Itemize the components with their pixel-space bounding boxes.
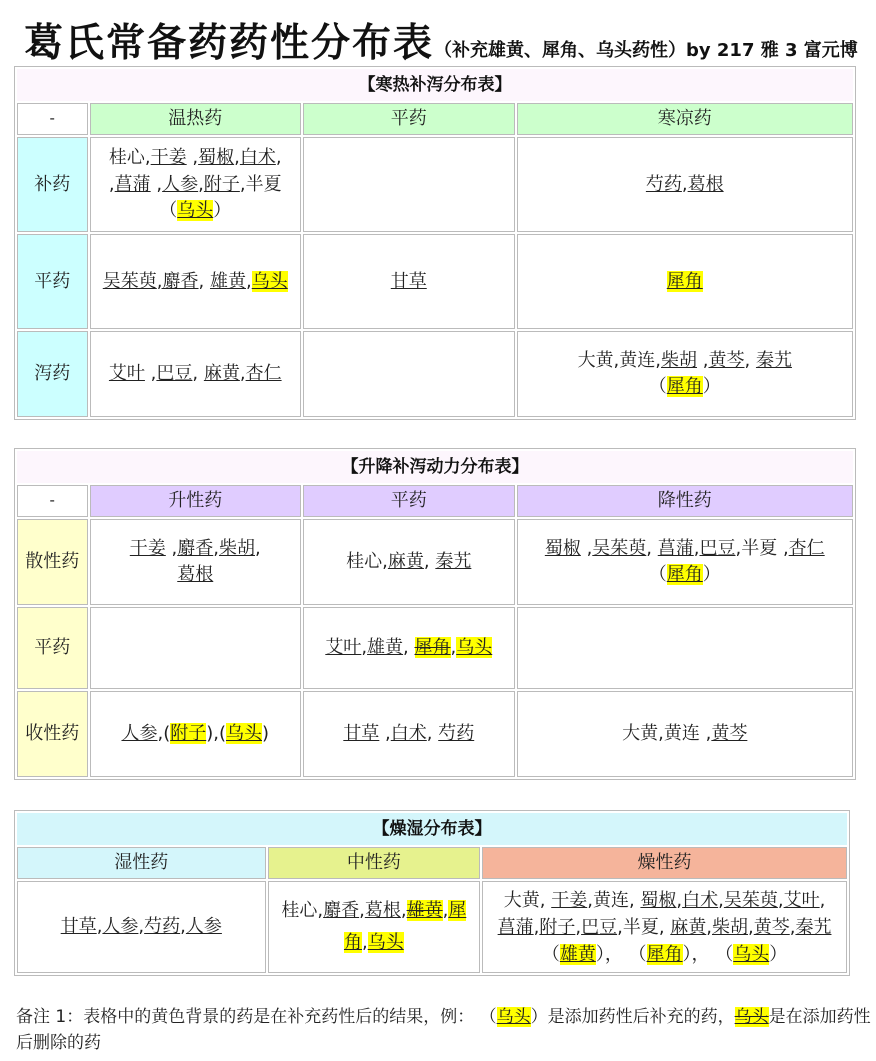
herb-name: 白术 (239, 147, 276, 169)
herb-name: 犀角 (666, 564, 703, 586)
table1-row-neutral: 平药 (17, 234, 88, 329)
cell-tonify-warm (90, 137, 302, 232)
herb-name: 杏仁 (788, 538, 825, 559)
herb-name: 蜀椒 (198, 147, 235, 169)
herb-name: 葛根 (687, 173, 724, 195)
cell-tonify-neutral (303, 137, 515, 232)
table1-corner: - (17, 103, 88, 135)
herb-name: 秦艽 (435, 551, 472, 573)
cell-neutral-neutral2: 艾叶,雄黄, 犀角,乌头 (303, 607, 515, 689)
herb-name: 芍药 (438, 723, 475, 745)
cell-disperse-rise: 干姜 ,麝香,柴胡, 葛根 (90, 519, 302, 605)
cell-neutral-neutral (303, 234, 515, 329)
rise-fall-dynamics-table (14, 448, 856, 780)
herb-name: 蜀椒 (544, 538, 581, 559)
herb-name: 雄黄 (406, 899, 443, 921)
herb-name: 黄芩 (711, 723, 748, 745)
table3-caption: 【燥湿分布表】 (17, 813, 847, 845)
herb-name: 犀角 (666, 270, 703, 292)
herb-name: 麻黄 (387, 551, 424, 573)
herb-name: 雄黄 (559, 943, 596, 965)
herb-name: 干姜 (129, 538, 166, 559)
table3-col-wet: 湿性药 (17, 847, 266, 879)
herb-name: 乌头 (367, 932, 404, 954)
herb-name: 备注 1：表格中的黄色背景的药是在补充药性后的结果，例： (16, 1007, 475, 1027)
herb-name: 桂心, (281, 899, 324, 921)
herb-name: 菖蒲 (497, 916, 534, 938)
herb-name: 干姜 (150, 147, 187, 169)
herb-name: 巴豆 (699, 538, 736, 559)
herb-name: ,半夏 (735, 538, 778, 559)
herb-name: 是添加药性后补充的药， (547, 1007, 735, 1027)
herb-name: 白术 (682, 889, 719, 911)
herb-name: ， (691, 943, 710, 965)
herb-name: 附子 (203, 173, 240, 195)
herb-name: 菖蒲 (114, 173, 151, 195)
herb-name: 艾叶 (108, 363, 145, 385)
herb-name: 雄黄 (209, 270, 246, 292)
table2-caption: 【升降补泻动力分布表】 (17, 451, 853, 483)
herb-name: 犀角 (646, 943, 683, 965)
herb-name: （ (648, 564, 667, 586)
herb-name: , (245, 270, 252, 292)
herb-name: , (275, 147, 282, 169)
herb-name: ,半夏 (239, 173, 282, 195)
herb-name: 干姜 (551, 889, 588, 911)
herb-name: （ (159, 199, 178, 221)
herb-name: 甘草 (343, 723, 380, 745)
herb-name: 桂心, (346, 551, 388, 573)
herb-name: 麻黄 (670, 916, 707, 938)
table1-col-cold: 寒凉药 (517, 103, 853, 135)
herb-name: 人参 (102, 916, 139, 938)
herb-name: ） (213, 199, 232, 221)
herb-name: , (150, 363, 157, 385)
footnote (16, 1004, 874, 1057)
cell-dry: 大黄, 干姜,黄连, 蜀椒,白术,吴茱萸,艾叶, 菖蒲,附子,巴豆,半夏, 麻黄,柴胡,黄芩,秦艽 （雄黄）， （犀角）， （乌头） (482, 881, 847, 973)
cell-disperse-neutral: 桂心,麻黄, 秦艽 (303, 519, 515, 605)
table1-col-neutral: 平药 (303, 103, 515, 135)
table2-corner: - (17, 485, 88, 517)
herb-name: 犀角 (414, 637, 451, 659)
herb-name: （ (648, 376, 667, 398)
table2-row-astringe: 收性药 (17, 691, 88, 777)
cell-tonify-cold (517, 137, 853, 232)
cell-astringe-rise: 人参,(附子),(乌头) (90, 691, 302, 777)
cell-astringe-descend (517, 691, 853, 777)
herb-name: 秦艽 (755, 350, 792, 371)
herb-name: （ (479, 1007, 497, 1027)
herb-name: 白术 (390, 723, 427, 745)
herb-name: ） (702, 376, 721, 398)
herb-name: 是在添加药性后删除的药 (16, 1007, 871, 1054)
herb-name: 人参 (162, 173, 199, 195)
herb-name: 雄黄 (367, 637, 404, 659)
herb-name: 麝香 (323, 899, 360, 921)
herb-name: ） (682, 943, 692, 965)
table2-col-descend: 降性药 (517, 485, 853, 517)
herb-name: 犀角 (666, 376, 703, 398)
cell-neutral-cold (517, 234, 853, 329)
herb-name: ， (604, 943, 623, 965)
herb-name: , (681, 173, 688, 195)
herb-name: 吴茱萸 (102, 270, 157, 292)
cell-astringe-neutral: 甘草 ,白术, 芍药 (303, 691, 515, 777)
herb-name: 巴豆 (156, 363, 193, 385)
table1-caption: 【寒热补泻分布表】 (17, 69, 853, 101)
table3-col-neutral: 中性药 (268, 847, 481, 879)
herb-name: 葛根 (364, 899, 401, 921)
table2-row-neutral: 平药 (17, 607, 88, 689)
herb-name: , (108, 173, 115, 195)
herb-name: 艾叶 (325, 637, 362, 659)
herb-name: 柴胡 (712, 916, 748, 938)
herb-name: ,麝香 (156, 270, 199, 292)
herb-name: 黄芩 (708, 350, 745, 371)
title-main: 葛氏常备药药性分布表 (24, 21, 435, 66)
herb-name: 犀角 (343, 899, 467, 954)
herb-name: 柴胡 (661, 350, 698, 371)
herb-name: 人参 (185, 916, 222, 938)
herb-name: , (198, 270, 205, 292)
cell-neutral-descend (517, 607, 853, 689)
herb-name: , (702, 350, 709, 371)
herb-name: 大黄,黄连 , (622, 723, 712, 745)
herb-name: 巴豆 (581, 916, 618, 938)
herb-name: 乌头 (251, 270, 288, 292)
herb-name: 乌头 (177, 199, 214, 221)
cell-purge-neutral (303, 331, 515, 417)
herb-name: 葛根 (177, 564, 214, 586)
herb-name: 麝香 (177, 538, 214, 559)
page-title (24, 12, 858, 68)
herb-name: 艾叶 (783, 889, 820, 911)
cell-neutral-warm (90, 234, 302, 329)
herb-name: 人参 (121, 723, 158, 745)
table1-col-warm: 温热药 (90, 103, 302, 135)
herb-name: ） (702, 564, 721, 586)
herb-name: , (744, 350, 751, 371)
cell-purge-warm (90, 331, 302, 417)
herb-name: 乌头 (456, 637, 493, 659)
herb-name: 芍药 (645, 173, 682, 195)
table2-col-neutral: 平药 (303, 485, 515, 517)
herb-name: 乌头 (496, 1007, 531, 1027)
herb-name: ） (595, 943, 605, 965)
herb-name: 麻黄 (203, 363, 240, 385)
herb-name: （ (715, 943, 734, 965)
cell-neutral-dw: 桂心,麝香,葛根,雄黄,犀角,乌头 (268, 881, 481, 973)
herb-name: , (234, 147, 240, 169)
cold-hot-tonify-purge-table (14, 66, 856, 420)
cell-disperse-descend: 蜀椒 ,吴茱萸, 菖蒲,巴豆,半夏 ,杏仁 （犀角） (517, 519, 853, 605)
title-sub: （补充雄黄、犀角、乌头药性）by 217 雅 3 富元博 (434, 40, 858, 61)
herb-name: 菖蒲 (657, 538, 694, 559)
herb-name: 附子 (170, 723, 207, 745)
herb-name: 甘草 (60, 916, 97, 938)
herb-name: , (156, 173, 163, 195)
herb-name: , (186, 147, 199, 169)
herb-name: 乌头 (734, 1007, 769, 1027)
herb-name: ） (530, 1007, 548, 1027)
herb-name: 蜀椒 (640, 889, 677, 911)
herb-name: （ (628, 943, 647, 965)
herb-name: 甘草 (390, 270, 427, 292)
cell-wet: 甘草,人参,芍药,人参 (17, 881, 266, 973)
herb-name: ,半夏, (617, 916, 671, 938)
herb-name: 吴茱萸 (723, 889, 778, 911)
herb-name: 杏仁 (245, 363, 282, 385)
herb-name: （ (541, 943, 560, 965)
herb-name: 柴胡 (218, 538, 255, 559)
herb-name: , (239, 363, 246, 385)
herb-name: 附子 (539, 916, 576, 938)
herb-name: , (192, 363, 199, 385)
dry-wet-table (14, 810, 850, 976)
herb-name: 乌头 (733, 943, 770, 965)
herb-name: , (198, 173, 204, 195)
herb-name: 大黄, (503, 889, 546, 911)
herb-name: 大黄,黄连, (577, 350, 662, 371)
herb-name: 乌头 (226, 723, 262, 745)
cell-purge-cold (517, 331, 853, 417)
herb-name: 黄芩 (753, 916, 790, 938)
table2-col-rise: 升性药 (90, 485, 302, 517)
cell-neutral-rise (90, 607, 302, 689)
table3-col-dry: 燥性药 (482, 847, 847, 879)
table2-row-disperse: 散性药 (17, 519, 88, 605)
herb-name: ） (769, 943, 788, 965)
herb-name: 芍药 (144, 916, 181, 938)
table1-row-tonify: 补药 (17, 137, 88, 232)
herb-name: ,黄连, (587, 889, 635, 911)
herb-name: 桂心, (108, 147, 151, 169)
herb-name: 秦艽 (795, 916, 832, 938)
herb-name: 吴茱萸 (592, 538, 647, 559)
table1-row-purge: 泻药 (17, 331, 88, 417)
